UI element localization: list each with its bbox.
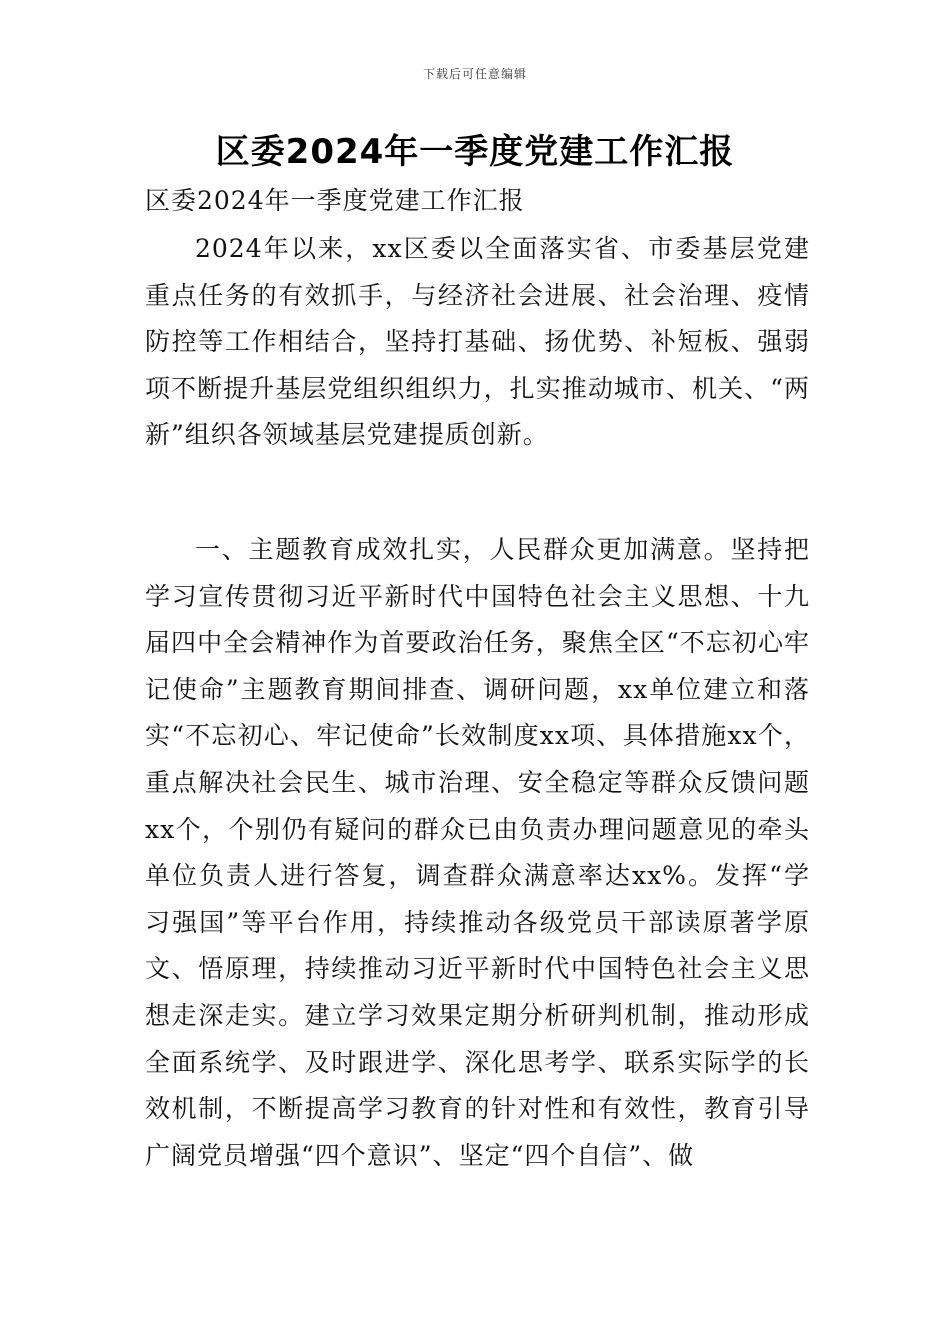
paragraph-section-one: 一、主题教育成效扎实，人民群众更加满意。坚持把学习宣传贯彻习近平新时代中国特色社会主义思想、十九届四中全会精神作为首要政治任务，聚焦全区“不忘初心牢记使命”主题教育期间排查、调研问题，xx单位建立和落实“不忘初心、牢记使命”长效制度xx项、具体措施xx个，重点解决社会民生、城市治理、安全稳定等群众反馈问题xx个，个别仍有疑问的群众已由负责办理问题意见的牵头单位负责人进行答复，调查群众满意率达xx%。发挥“学习强国”等平台作用，持续推动各级党员干部读原著学原文、悟原理，持续推动习近平新时代中国特色社会主义思想走深走实。建立学习效果定期分析研判机制，推动形成全面系统学、及时跟进学、深化思考学、联系实际学的长效机制，不断提高学习教育的针对性和有效性，教育引导广阔党员增强“四个意识”、坚定“四个自信”、做: [145, 535, 810, 1170]
header-note: 下载后可任意编辑: [422, 67, 527, 81]
document-subtitle: 区委2024年一季度党建工作汇报: [145, 186, 525, 215]
paragraph-intro: 2024年以来，xx区委以全面落实省、市委基层党建重点任务的有效抓手，与经济社会进展、社会治理、疫情防控等工作相结合，坚持打基础、扬优势、补短板、强弱项不断提升基层党组织组织力，扎实推动城市、机关、“两新”组织各领域基层党建提质创新。: [145, 234, 810, 450]
document-title: 区委2024年一季度党建工作汇报: [215, 132, 735, 172]
